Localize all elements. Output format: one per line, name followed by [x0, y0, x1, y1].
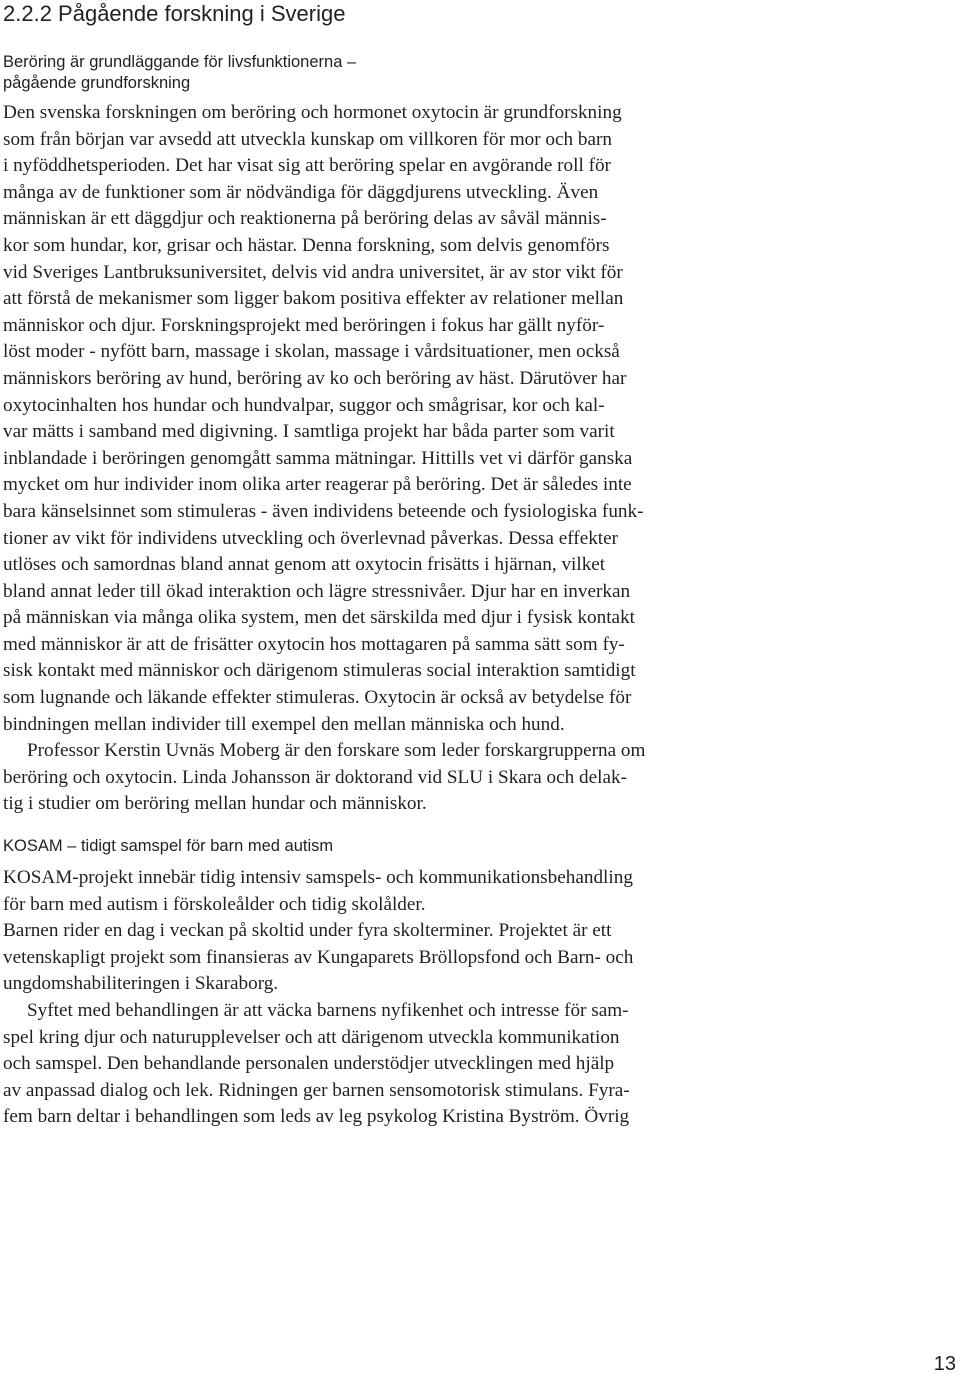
- kosam-line: KOSAM-projekt innebär tidig intensiv samspels- och kommunikationsbehandling: [3, 867, 633, 888]
- paragraph-line: i nyföddhetsperioden. Det har visat sig att beröring spelar en avgörande roll för: [3, 155, 611, 177]
- paragraph-line: med människor är att de frisätter oxytocin hos mottagaren på samma sätt som fy-: [3, 633, 625, 655]
- paragraph-line: beröring och oxytocin. Linda Johansson är doktorand vid SLU i Skara och delak-: [3, 766, 627, 788]
- kosam-line: för barn med autism i förskoleålder och tidig skolålder.: [3, 893, 426, 915]
- kosam-line: och samspel. Den behandlande personalen understödjer utvecklingen med hjälp: [3, 1053, 615, 1075]
- kosam-heading: KOSAM – tidigt samspel för barn med autism: [3, 837, 334, 855]
- paragraph-line: vid Sveriges Lantbruksuniversitet, delvis vid andra universitet, är av stor vikt för: [3, 261, 623, 283]
- paragraph-line: människor och djur. Forskningsprojekt med beröringen i fokus har gällt nyför-: [3, 314, 605, 336]
- paragraph-line: tioner av vikt för individens utveckling och överlevnad påverkas. Dessa effekter: [3, 527, 619, 549]
- subheading-line-2: pågående grundforskning: [3, 74, 191, 92]
- paragraph-line: Den svenska forskningen om beröring och hormonet oxytocin är grundforskning: [3, 102, 622, 123]
- paragraph-line: kor som hundar, kor, grisar och hästar. Denna forskning, som delvis genomförs: [3, 234, 610, 256]
- paragraph-line: oxytocinhalten hos hundar och hundvalpar, suggor och smågrisar, kor och kal-: [3, 394, 605, 416]
- paragraph-line: på människan via många olika system, men det särskilda med djur i fysisk kontakt: [3, 607, 635, 629]
- paragraph-line: Professor Kerstin Uvnäs Moberg är den forskare som leder forskargrupperna om: [27, 740, 646, 762]
- paragraph-line: utlöses och samordnas bland annat genom att oxytocin frisätts i hjärnan, vilket: [3, 554, 606, 576]
- kosam-line: Syftet med behandlingen är att väcka barnens nyfikenhet och intresse för sam-: [27, 999, 629, 1021]
- paragraph-line: tig i studier om beröring mellan hundar och människor.: [3, 793, 427, 815]
- paragraph-line: människors beröring av hund, beröring av ko och beröring av häst. Därutöver har: [3, 367, 627, 389]
- kosam-line: vetenskapligt projekt som finansieras av Kungaparets Bröllopsfond och Barn- och: [3, 946, 634, 968]
- kosam-line: ungdomshabiliteringen i Skaraborg.: [3, 973, 279, 995]
- page-number: 13: [933, 1353, 956, 1375]
- paragraph-line: som lugnande och läkande effekter stimuleras. Oxytocin är också av betydelse för: [3, 687, 632, 709]
- paragraph-line: inblandade i beröringen genomgått samma mätningar. Hittills vet vi därför ganska: [3, 447, 633, 469]
- paragraph-line: människan är ett däggdjur och reaktionerna på beröring delas av såväl männis-: [3, 208, 607, 230]
- section-title: 2.2.2 Pågående forskning i Sverige: [3, 1, 346, 26]
- paragraph-line: mycket om hur individer inom olika arter reagerar på beröring. Det är således inte: [3, 474, 632, 496]
- kosam-line: Barnen rider en dag i veckan på skoltid under fyra skolterminer. Projektet är ett: [3, 920, 612, 942]
- paragraph-line: sisk kontakt med människor och därigenom stimuleras social interaktion samtidigt: [3, 660, 636, 682]
- kosam-paragraph: [3, 865, 743, 1131]
- paragraph-line: bland annat leder till ökad interaktion och lägre stressnivåer. Djur har en inverkan: [3, 580, 631, 602]
- research-paragraph: [3, 100, 743, 818]
- paragraph-line: att förstå de mekanismer som ligger bakom positiva effekter av relationer mellan: [3, 288, 624, 310]
- paragraph-line: bindningen mellan individer till exempel den mellan människa och hund.: [3, 713, 565, 735]
- paragraph-line: som från början var avsedd att utveckla kunskap om villkoren för mor och barn: [3, 128, 613, 150]
- kosam-line: av anpassad dialog och lek. Ridningen ger barnen sensomotorisk stimulans. Fyra-: [3, 1079, 630, 1101]
- subheading-line-1: Beröring är grundläggande för livsfunktionerna –: [3, 53, 357, 71]
- paragraph-line: löst moder - nyfött barn, massage i skolan, massage i vårdsituationer, men också: [3, 341, 620, 363]
- paragraph-line: bara känselsinnet som stimuleras - även individens beteende och fysiologiska funk-: [3, 500, 644, 522]
- paragraph-line: många av de funktioner som är nödvändiga för däggdjurens utveckling. Även: [3, 181, 599, 203]
- kosam-line: fem barn deltar i behandlingen som leds av leg psykolog Kristina Byström. Övrig: [3, 1106, 630, 1128]
- paragraph-line: var mätts i samband med digivning. I samtliga projekt har båda parter som varit: [3, 421, 615, 443]
- kosam-line: spel kring djur och naturupplevelser och att därigenom utveckla kommunikation: [3, 1026, 620, 1048]
